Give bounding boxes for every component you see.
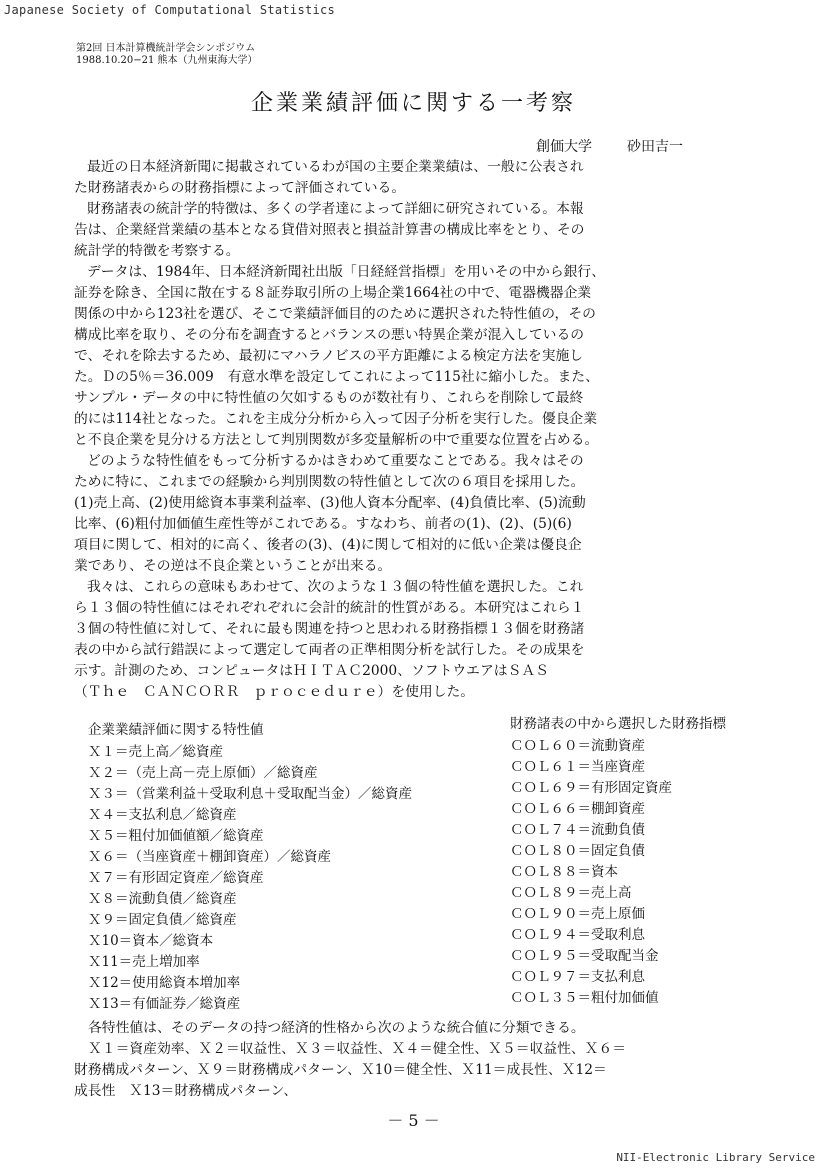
list-item: ＣＯＬ６０＝流動資産 — [510, 738, 645, 754]
body-line: どのような特性値をもって分析するかはきわめて重要なことである。我々はその — [87, 453, 584, 469]
list-item: Ｘ４＝支払利息／総資産 — [88, 807, 237, 823]
list-item: Ｘ10＝資本／総資本 — [88, 933, 214, 949]
author-affiliation: 創価大学 — [536, 139, 592, 155]
body-line: 示す。計測のため、コンピュータはＨＩＴＡＣ2000、ソフトウエアはＳＡＳ — [74, 663, 549, 679]
body-line: データは、1984年、日本経済新聞社出版「日経経営指標」を用いその中から銀行、 — [87, 264, 606, 280]
list-item: ＣＯＬ６６＝棚卸資産 — [510, 801, 645, 817]
body-line: ３個の特性値に対して、それに最も関連を持つと思われる財務指標１３個を財務諸 — [74, 621, 585, 637]
body-line: と不良企業を見分ける方法として判別関数が多変量解析の中で重要な位置を占める。 — [74, 432, 599, 448]
body-line: 最近の日本経済新聞に掲載されているわが国の主要企業業績は、一般に公表され — [87, 159, 584, 175]
list-item: Ｘ５＝粗付加価値額／総資産 — [88, 828, 264, 844]
list-item: Ｘ13＝有価証券／総資産 — [88, 996, 241, 1012]
list-heading: 企業業績評価に関する特性値 — [88, 722, 264, 738]
body-line: 比率、(6)粗付加価値生産性等がこれである。すなわち、前者の(1)、(2)、(5)(6) — [74, 516, 572, 532]
body-line: 表の中から試行錯誤によって選定して両者の正準相関分析を試行した。その成果を — [74, 642, 585, 658]
list-item: ＣＯＬ７４＝流動負債 — [510, 822, 645, 838]
symposium-header-line1: 第2回 日本計算機統計学会シンポジウム — [76, 43, 256, 54]
list-item: ＣＯＬ８９＝売上高 — [510, 885, 632, 901]
list-item: ＣＯＬ９７＝支払利息 — [510, 969, 645, 985]
list-item: ＣＯＬ９０＝売上原価 — [510, 906, 645, 922]
body-line: (1)売上高、(2)使用総資本事業利益率、(3)他人資本分配率、(4)負債比率、(5)流動 — [74, 495, 586, 511]
list-item: Ｘ２＝（売上高－売上原価）／総資産 — [88, 765, 318, 781]
closing-line: 財務構成パターン、Ｘ９＝財務構成パターン、Ｘ10＝健全性、Ｘ11＝成長性、Ｘ12＝ — [74, 1062, 607, 1078]
body-line: ために特に、これまでの経験から判別関数の特性値として次の６項目を採用した。 — [74, 474, 585, 490]
body-line: 項目に関して、相対的に高く、後者の(3)、(4)に関して相対的に低い企業は優良企 — [74, 537, 582, 553]
body-line: ら１３個の特性値にはそれぞれぞれに会計的統計的性質がある。本研究はこれら１ — [74, 600, 585, 616]
body-line: サンプル・データの中に特性値の欠如するものが数社有り、これらを削除して最終 — [74, 390, 584, 406]
list-item: ＣＯＬ８８＝資本 — [510, 864, 618, 880]
closing-line: 成長性 Ｘ13＝財務構成パターン、 — [74, 1083, 298, 1099]
symposium-header-line2: 1988.10.20−21 熊本（九州東海大学） — [76, 55, 258, 66]
body-line: 我々は、これらの意味もあわせて、次のような１３個の特性値を選択した。これ — [87, 579, 584, 595]
body-line: た。Ｄの5％＝36.009 有意水準を設定してこれによって115社に縮小した。また、 — [74, 369, 599, 385]
list-item: Ｘ12＝使用総資本増加率 — [88, 975, 241, 991]
list-item: Ｘ11＝売上増加率 — [88, 954, 200, 970]
closing-line: 各特性値は、そのデータの持つ経済的性格から次のような統合値に分類できる。 — [88, 1020, 585, 1036]
body-line: 構成比率を取り、その分布を調査するとバランスの悪い特異企業が混入しているの — [74, 327, 585, 343]
list-item: ＣＯＬ６１＝当座資産 — [510, 759, 645, 775]
list-item: ＣＯＬ６９＝有形固定資産 — [510, 780, 672, 796]
body-line: （Ｔｈｅ ＣＡＮＣＯＲＲ ｐｒｏｃｅｄｕｒｅ）を使用した。 — [74, 684, 475, 700]
body-line: 的には114社となった。これを主成分分析から入って因子分析を実行した。優良企業 — [74, 411, 598, 427]
author-name: 砂田吉一 — [627, 139, 683, 155]
library-footer: NII-Electronic Library Service — [616, 1151, 815, 1164]
list-item: Ｘ７＝有形固定資産／総資産 — [88, 870, 264, 886]
body-line: で、それを除去するため、最初にマハラノビスの平方距離による検定方法を実施し — [74, 348, 584, 364]
body-line: 財務諸表の統計学的特徴は、多くの学者達によって詳細に研究されている。本報 — [87, 201, 584, 217]
list-heading: 財務諸表の中から選択した財務指標 — [510, 716, 726, 732]
body-line: 関係の中から123社を選び、そこで業績評価目的のために選択された特性値の，その — [74, 306, 596, 322]
list-item: Ｘ１＝売上高／総資産 — [88, 744, 223, 760]
list-item: ＣＯＬ９４＝受取利息 — [510, 927, 645, 943]
body-line: 統計学的特徴を考察する。 — [74, 243, 240, 259]
list-item: ＣＯＬ９５＝受取配当金 — [510, 948, 659, 964]
list-item: Ｘ３＝（営業利益＋受取利息＋受取配当金）／総資産 — [88, 786, 412, 802]
body-line: 証券を除き、全国に散在する８証券取引所の上場企業1664社の中で、電器機器企業 — [74, 285, 592, 301]
body-line: た財務諸表からの財務指標によって評価されている。 — [74, 180, 406, 196]
page-number: － 5 － — [387, 1111, 440, 1130]
list-item: Ｘ６＝（当座資産＋棚卸資産）／総資産 — [88, 849, 331, 865]
society-banner: Japanese Society of Computational Statistics — [4, 3, 336, 17]
body-line: 告は、企業経営業績の基本となる貸借対照表と損益計算書の構成比率をとり、その — [74, 222, 585, 238]
list-item: ＣＯＬ８０＝固定負債 — [510, 843, 645, 859]
body-line: 業であり、その逆は不良企業ということが出来る。 — [74, 558, 392, 574]
list-item: Ｘ８＝流動負債／総資産 — [88, 891, 237, 907]
paper-title: 企業業績評価に関する一考察 — [250, 91, 576, 116]
list-item: ＣＯＬ３５＝粗付加価値 — [510, 990, 659, 1006]
list-item: Ｘ９＝固定負債／総資産 — [88, 912, 237, 928]
closing-line: Ｘ１＝資産効率、Ｘ２＝収益性、Ｘ３＝収益性、Ｘ４＝健全性、Ｘ５＝収益性、Ｘ６＝ — [88, 1041, 627, 1057]
